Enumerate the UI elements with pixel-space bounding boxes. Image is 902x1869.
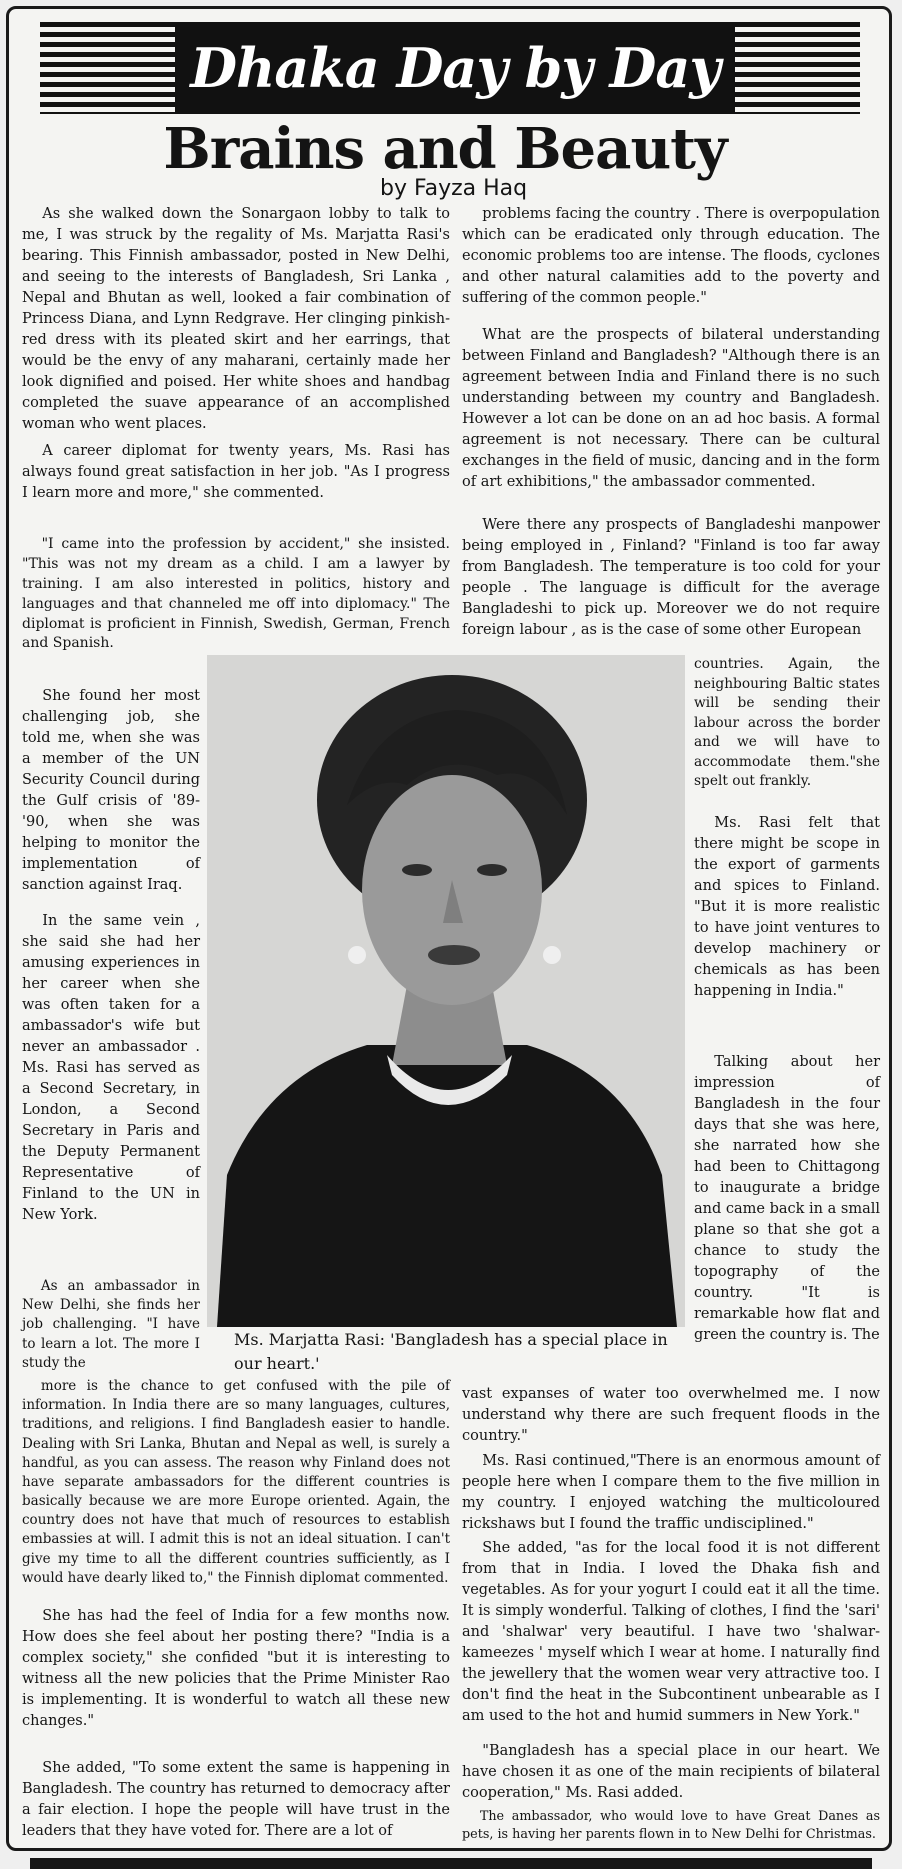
byline: by Fayza Haq [380, 176, 528, 201]
paragraph: A career diplomat for twenty years, Ms. Rasi has always found great satisfaction in her job. "As I progress I learn more and more," she commented. [22, 443, 450, 501]
paragraph: vast expanses of water too overwhelmed me. I now understand why there are such frequent floods in the country." [462, 1386, 880, 1444]
paragraph: As an ambassador in New Delhi, she finds her job challenging. "I have to learn a lot. The more I study the [22, 1278, 200, 1371]
column-title: Dhaka Day by Day [190, 36, 720, 100]
paragraph: What are the prospects of bilateral understanding between Finland and Bangladesh? "Although there is an agreement between India and Finland there is no such understanding between my country and Bangladesh. However a lot can be done on an ad hoc basis. A formal agreement is not necessary. There can be cultural exchanges in the field of music, dancing and in the form of art exhibitions," the ambassador commented. [462, 327, 880, 490]
paragraph: Ms. Rasi continued,"There is an enormous amount of people here when I compare them to the five million in my country. I enjoyed watching the multicoloured rickshaws but I found the traffic undisciplined." [462, 1453, 880, 1532]
banner-box [175, 22, 735, 114]
paragraph: countries. Again, the neighbouring Baltic states will be sending their labour across the border and we will have to accommodate them."she spelt out frankly. [694, 656, 880, 790]
portrait-illustration [207, 655, 685, 1327]
paragraph: Talking about her impression of Bangladesh in the four days that she was here, she narrated how she had been to Chittagong to inaugurate a bridge and came back in a small plane so that she got a chance to study the topography of the country. "It is remarkable how flat and green the country is. The [694, 1054, 880, 1343]
paragraph: more is the chance to get confused with the pile of information. In India there are so many languages, cultures, traditions, and religions. I find Bangladesh easier to handle. Dealing with Sri Lanka, Bhutan and Nepal as well, is surely a handful, as you can assess. The reason why Finland does not have separate ambassadors for the different countries is basically because we are more Europe oriented. Again, the country does not have that much of resources to establish embassies at will. I admit this is not an ideal situation. I can't give my time to all the different countries sufficiently, as I would have dearly liked to," the Finnish diplomat commented. [22, 1378, 450, 1586]
paragraph: She added, "as for the local food it is not different from that in India. I loved the Dhaka fish and vegetables. As for your yogurt I could eat it all the time. It is simply wonderful. Talking of clothes, I find the 'sari' and 'shalwar' very beautiful. I have two 'shalwar-kameezes ' myself which I wear at home. I naturally find the jewellery that the women wear very attractive too. I don't find the heat in the Subcontinent unbearable as I am used to the hot and humid summers in New York." [462, 1540, 880, 1724]
portrait-photo [207, 655, 685, 1327]
paragraph: As she walked down the Sonargaon lobby to talk to me, I was struck by the regality of Ms. Marjatta Rasi's bearing. This Finnish ambassador, posted in New Delhi, and seeing to the interests of Bangladesh, Sri Lanka , Nepal and Bhutan as well, looked a fair combination of Princess Diana, and Lynn Redgrave. Her clinging pinkish-red dress with its pleated skirt and her earrings, that would be the envy of any maharani, certainly made her look dignified and poised. Her white shoes and handbag completed the suave appearance of an accomplished woman who went places. [22, 206, 450, 432]
paragraph: In the same vein , she said she had her amusing experiences in her career when she was often taken for a ambassador's wife but never an ambassador . Ms. Rasi has served as a Second Secretary, in London, a Second Secretary in Paris and the Deputy Permanent Representative of Finland to the UN in New York. [22, 913, 200, 1223]
headline: Brains and Beauty [163, 116, 727, 182]
paragraph: "Bangladesh has a special place in our heart. We have chosen it as one of the main recipients of bilateral cooperation," Ms. Rasi added. [462, 1743, 880, 1801]
paragraph: The ambassador, who would love to have Great Danes as pets, is having her parents flown in to New Delhi for Christmas. [462, 1809, 880, 1843]
paragraph: problems facing the country . There is overpopulation which can be eradicated only through education. The economic problems too are intense. The floods, cyclones and other natural calamities add to the poverty and suffering of the common people." [462, 206, 880, 306]
paragraph: She added, "To some extent the same is happening in Bangladesh. The country has returned to democracy after a fair election. I hope the people will have trust in the leaders that they have voted for. There are a lot of [22, 1760, 450, 1839]
paragraph: She found her most challenging job, she told me, when she was a member of the UN Security Council during the Gulf crisis of '89-'90, when she was helping to monitor the implementation of sanction against Iraq. [22, 688, 200, 893]
photo-caption: Ms. Marjatta Rasi: 'Bangladesh has a special place in our heart.' [234, 1330, 668, 1373]
paragraph: Ms. Rasi felt that there might be scope in the export of garments and spices to Finland. "But it is more realistic to have joint ventures to develop machinery or chemicals as has been happening in India." [694, 815, 880, 999]
bottom-rule [30, 1858, 872, 1869]
paragraph: She has had the feel of India for a few months now. How does she feel about her posting there? "India is a complex society," she confided "but it is interesting to witness all the new policies that the Prime Minister Rao is implementing. It is wonderful to watch all these new changes." [22, 1608, 450, 1729]
column-banner [40, 22, 860, 114]
paragraph: Were there any prospects of Bangladeshi manpower being employed in , Finland? "Finland is too far away from Bangladesh. The temperature is too cold for your people . The language is difficult for the average Bangladeshi to pick up. Moreover we do not require foreign labour , as is the case of some other European [462, 517, 880, 638]
paragraph: "I came into the profession by accident," she insisted. "This was not my dream as a child. I am a lawyer by training. I am also interested in politics, history and languages and that channeled me off into diplomacy." The diplomat is proficient in Finnish, Swedish, German, French and Spanish. [22, 536, 450, 652]
